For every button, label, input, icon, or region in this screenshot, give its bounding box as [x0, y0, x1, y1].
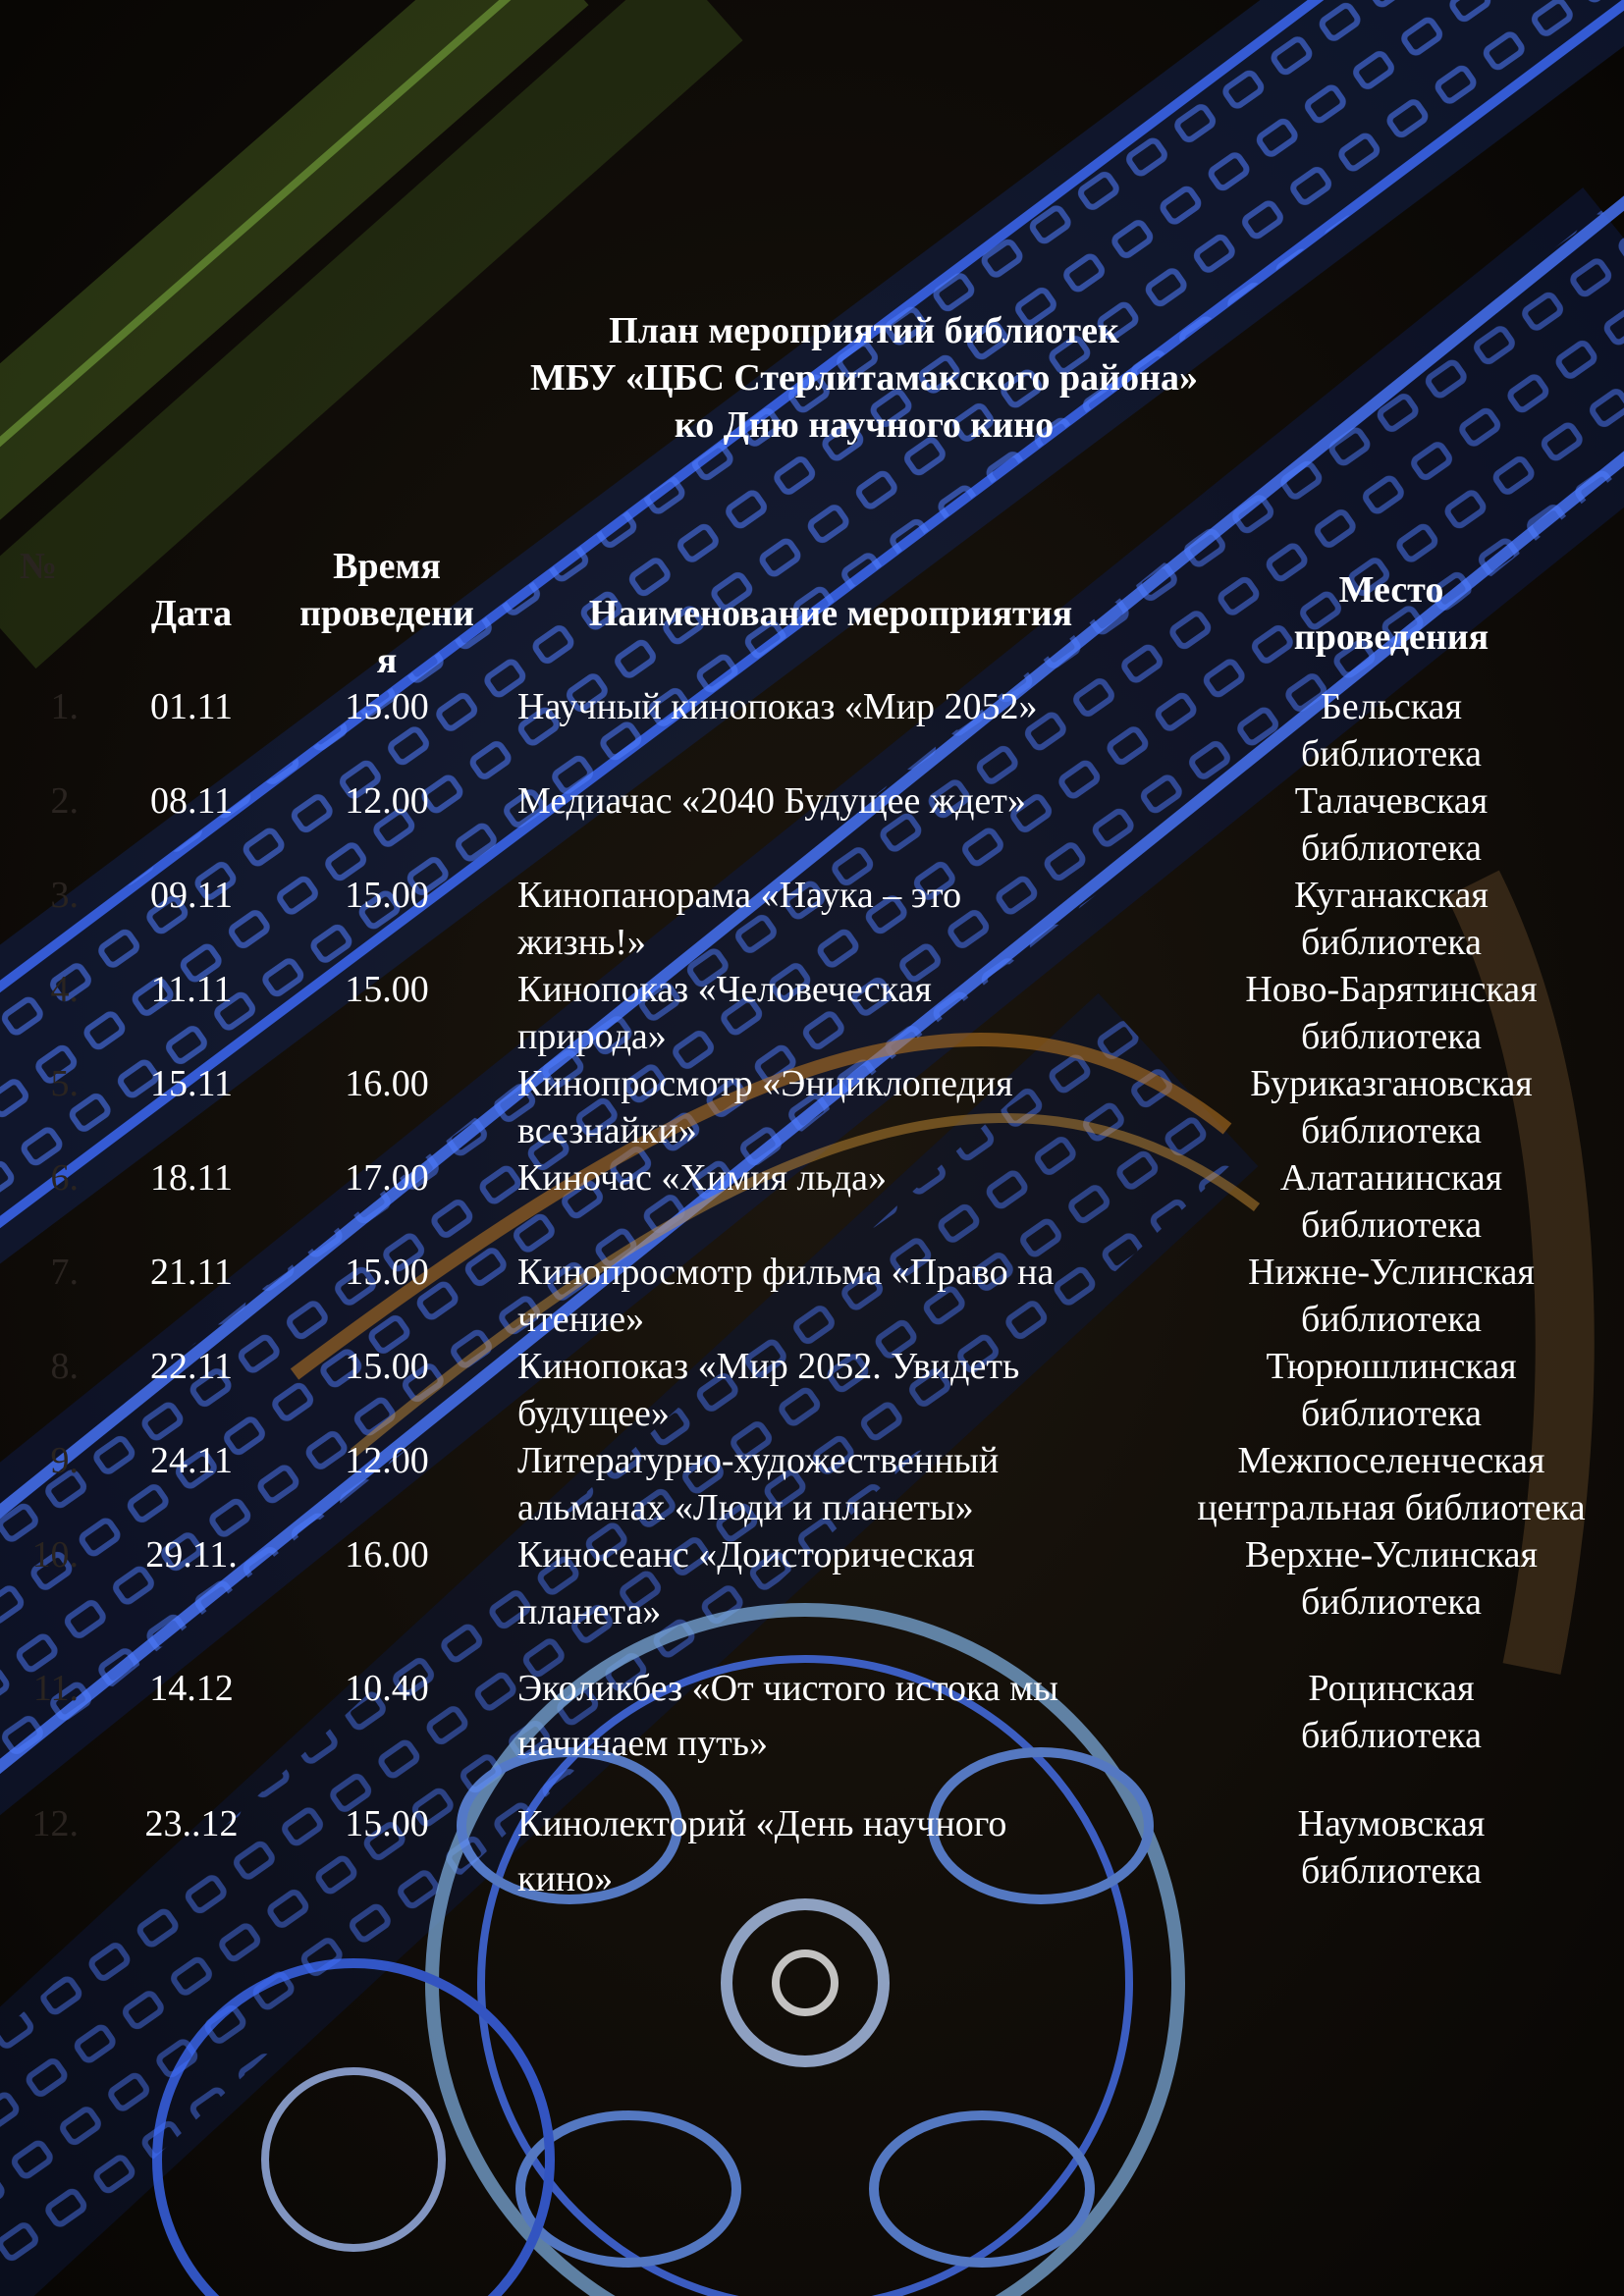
row-number: 12.: [31, 1803, 79, 1844]
row-place-line-2: библиотека: [1300, 1110, 1483, 1151]
row-number: 10.: [31, 1534, 79, 1575]
row-place-line-2: библиотека: [1300, 828, 1483, 869]
row-event-name-line-1: Кинопанорама «Наука – это: [517, 875, 962, 916]
row-time: 15.00: [345, 1346, 429, 1387]
row-time: 15.00: [345, 969, 429, 1010]
row-number: 7.: [50, 1252, 79, 1293]
row-number: 11.: [32, 1668, 79, 1709]
row-place-line-1: Буриказгановская: [1250, 1063, 1533, 1104]
row-event-name-line-1: Кинопоказ «Человеческая: [517, 969, 932, 1010]
row-place-line-2: библиотека: [1300, 1299, 1483, 1340]
row-event-name-line-1: Медиачас «2040 Будущее ждет»: [517, 780, 1026, 822]
row-event-name-line-1: Кинолекторий «День научного: [517, 1803, 1007, 1844]
row-place-line-1: Верхне-Услинская: [1244, 1534, 1538, 1575]
row-event-name-line-2: чтение»: [517, 1299, 645, 1340]
row-date: 15.11: [149, 1063, 234, 1104]
row-date: 14.12: [149, 1668, 234, 1709]
row-event-name-line-2: всезнайки»: [517, 1110, 697, 1151]
row-event-name-line-1: Научный кинопоказ «Мир 2052»: [517, 686, 1038, 727]
row-time: 12.00: [345, 1440, 429, 1481]
row-place-line-2: библиотека: [1300, 922, 1483, 963]
row-place-line-2: библиотека: [1300, 1715, 1483, 1756]
row-number: 1.: [50, 686, 79, 727]
row-date: 24.11: [149, 1440, 234, 1481]
row-time: 12.00: [345, 780, 429, 822]
row-event-name-line-1: Киночас «Химия льда»: [517, 1157, 888, 1199]
row-number: 6.: [50, 1157, 79, 1199]
title-line-3: ко Дню научного кино: [674, 404, 1055, 446]
header-time-line-2: проведени: [299, 593, 474, 634]
row-place-line-2: библиотека: [1300, 1581, 1483, 1623]
row-place-line-2: библиотека: [1300, 1393, 1483, 1434]
header-place-line-1: Место: [1338, 569, 1444, 611]
row-place-line-2: библиотека: [1300, 1850, 1483, 1892]
row-time: 15.00: [345, 1803, 429, 1844]
row-place-line-1: Межпоселенческая: [1237, 1440, 1545, 1481]
row-event-name-line-2: альманах «Люди и планеты»: [517, 1487, 974, 1528]
row-event-name-line-2: планета»: [517, 1591, 662, 1632]
document-title: [0, 307, 1624, 449]
row-place-line-1: Алатанинская: [1279, 1157, 1503, 1199]
title-line-2: МБУ «ЦБС Стерлитамакского района»: [530, 357, 1198, 399]
header-place-line-2: проведения: [1293, 616, 1489, 658]
row-place-line-1: Бельская: [1320, 686, 1463, 727]
row-time: 10.40: [345, 1668, 429, 1709]
row-time: 16.00: [345, 1063, 429, 1104]
row-place-line-1: Тюрюшлинская: [1266, 1346, 1517, 1387]
row-number: 2.: [50, 780, 79, 822]
row-place-line-1: Ново-Барятинская: [1245, 969, 1538, 1010]
row-place-line-2: библиотека: [1300, 1016, 1483, 1057]
row-event-name-line-2: кино»: [517, 1858, 614, 1899]
row-event-name-line-1: Кинопоказ «Мир 2052. Увидеть: [517, 1346, 1020, 1387]
row-event-name-line-2: природа»: [517, 1016, 667, 1057]
row-date: 11.11: [150, 969, 233, 1010]
row-number: 8.: [50, 1346, 79, 1387]
row-date: 23..12: [144, 1803, 239, 1844]
row-event-name-line-2: будущее»: [517, 1393, 670, 1434]
row-place-line-1: Нижне-Услинская: [1248, 1252, 1535, 1293]
row-place-line-1: Наумовская: [1297, 1803, 1486, 1844]
title-line-1: План мероприятий библиотек: [609, 310, 1119, 351]
row-number: 9.: [50, 1440, 79, 1481]
row-place-line-2: центральная библиотека: [1197, 1487, 1586, 1528]
row-date: 01.11: [149, 686, 234, 727]
row-time: 15.00: [345, 686, 429, 727]
row-event-name-line-2: жизнь!»: [517, 922, 646, 963]
row-number: 3.: [50, 875, 79, 916]
row-event-name-line-1: Киносеанс «Доисторическая: [517, 1534, 975, 1575]
row-date: 22.11: [149, 1346, 234, 1387]
row-place-line-2: библиотека: [1300, 1204, 1483, 1246]
header-time-line-1: Время: [333, 546, 441, 587]
header-number: №: [20, 546, 58, 587]
row-time: 15.00: [345, 875, 429, 916]
row-place-line-1: Роцинская: [1308, 1668, 1475, 1709]
row-date: 21.11: [149, 1252, 234, 1293]
row-event-name-line-2: начинаем путь»: [517, 1723, 769, 1764]
row-date: 08.11: [149, 780, 234, 822]
row-place-line-2: библиотека: [1300, 733, 1483, 774]
row-place-line-1: Талачевская: [1294, 780, 1489, 822]
row-date: 18.11: [149, 1157, 234, 1199]
row-time: 17.00: [345, 1157, 429, 1199]
row-date: 29.11.: [145, 1534, 238, 1575]
row-date: 09.11: [149, 875, 234, 916]
row-time: 16.00: [345, 1534, 429, 1575]
header-event-name: Наименование мероприятия: [588, 593, 1073, 634]
row-number: 4.: [50, 969, 79, 1010]
row-place-line-1: Куганакская: [1294, 875, 1489, 916]
header-date: Дата: [150, 593, 233, 634]
row-number: 5.: [50, 1063, 79, 1104]
row-event-name-line-1: Эколикбез «От чистого истока мы: [517, 1668, 1058, 1709]
row-event-name-line-1: Кинопросмотр «Энциклопедия: [517, 1063, 1013, 1104]
header-time-line-3: я: [376, 640, 398, 681]
row-event-name-line-1: Литературно-художественный: [517, 1440, 1000, 1481]
row-time: 15.00: [345, 1252, 429, 1293]
row-event-name-line-1: Кинопросмотр фильма «Право на: [517, 1252, 1055, 1293]
